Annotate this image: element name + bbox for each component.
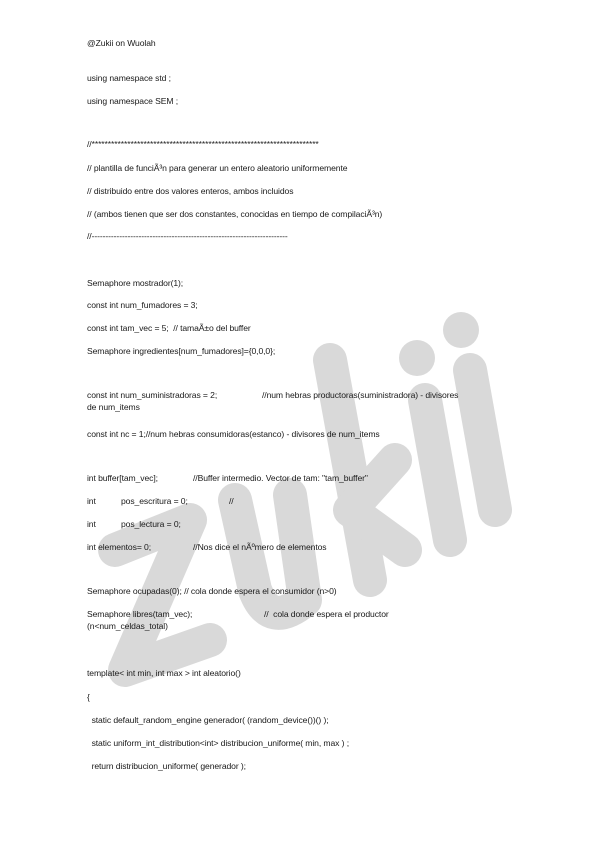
- code-line: const int tam_vec = 5; // tamaÃ±o del buffer: [87, 323, 251, 333]
- code-comment: //num hebras productoras(suministradora) - divisores: [262, 390, 459, 400]
- code-line: (n<num_celdas_total): [87, 621, 168, 631]
- code-line: Semaphore ocupadas(0); // cola donde espera el consumidor (n>0): [87, 586, 337, 596]
- code-line: const int nc = 1;//num hebras consumidoras(estanco) - divisores de num_items: [87, 429, 380, 439]
- code-line: Semaphore libres(tam_vec);: [87, 609, 193, 619]
- code-line: int buffer[tam_vec];: [87, 473, 158, 483]
- code-line: using namespace SEM ;: [87, 96, 179, 106]
- code-line: return distribucion_uniforme( generador );: [87, 761, 246, 771]
- code-comment: //: [229, 496, 234, 506]
- code-line: Semaphore mostrador(1);: [87, 278, 184, 288]
- code-comment: //**********************************************************************: [87, 139, 319, 149]
- code-line: const int num_suministradoras = 2;: [87, 390, 218, 400]
- code-comment: //Nos dice el nÃºmero de elementos: [193, 542, 327, 552]
- code-line: static uniform_int_distribution<int> distribucion_uniforme( min, max ) ;: [87, 738, 349, 748]
- code-line: Semaphore ingredientes[num_fumadores]={0,0,0};: [87, 346, 276, 356]
- code-line: pos_escritura = 0;: [121, 496, 188, 506]
- code-comment: // cola donde espera el productor: [264, 609, 389, 619]
- code-line: int: [87, 496, 96, 506]
- code-line: int: [87, 519, 96, 529]
- code-line: {: [87, 692, 90, 702]
- code-line: const int num_fumadores = 3;: [87, 300, 198, 310]
- code-comment: // plantilla de funciÃ³n para generar un entero aleatorio uniformemente: [87, 163, 348, 173]
- code-comment: de num_items: [87, 402, 140, 412]
- code-line: pos_lectura = 0;: [121, 519, 181, 529]
- header-attribution: @Zukii on Wuolah: [87, 38, 156, 48]
- code-comment: //Buffer intermedio. Vector de tam: "tam_buffer": [193, 473, 368, 483]
- code-comment: // distribuido entre dos valores enteros, ambos incluidos: [87, 186, 294, 196]
- code-line: template< int min, int max > int aleatorio(): [87, 668, 241, 678]
- code-line: static default_random_engine generador( (random_device())() );: [87, 715, 329, 725]
- code-comment: // (ambos tienen que ser dos constantes, conocidas en tiempo de compilaciÃ³n): [87, 209, 383, 219]
- code-comment: //-----------------------------------------------------------------------: [87, 231, 288, 241]
- code-line: int elementos= 0;: [87, 542, 151, 552]
- code-line: using namespace std ;: [87, 73, 171, 83]
